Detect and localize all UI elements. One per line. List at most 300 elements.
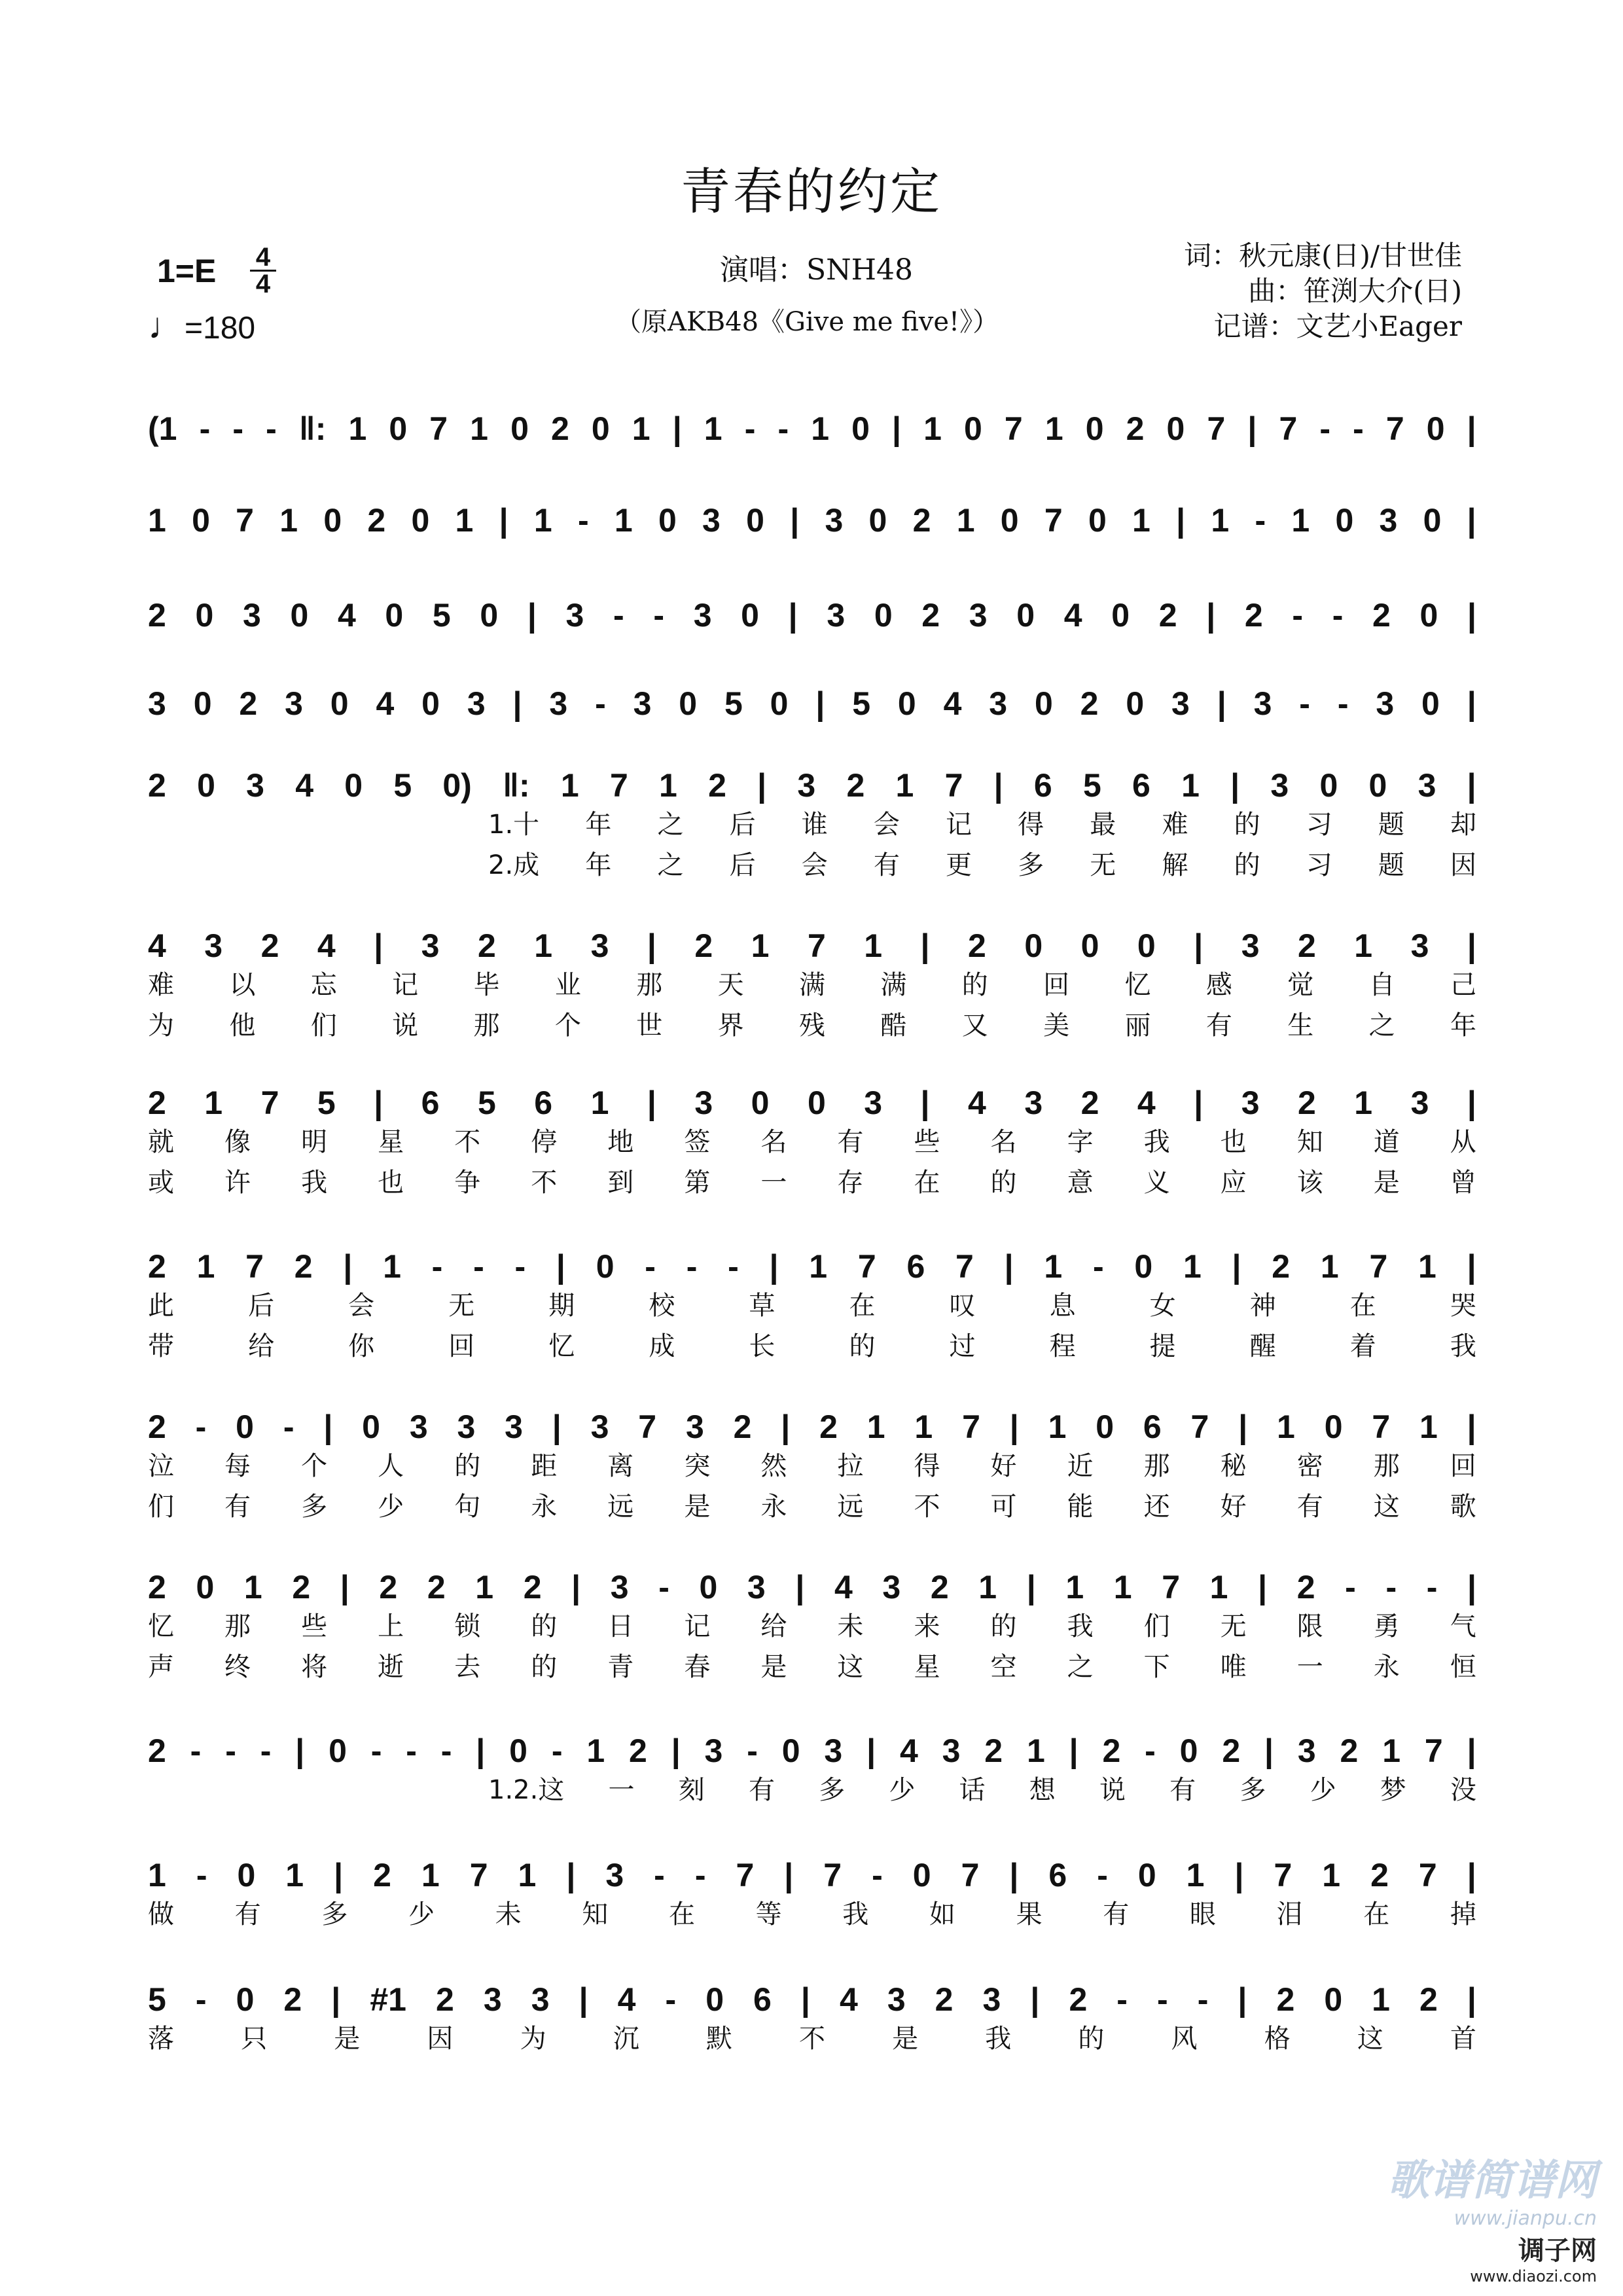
note-token: 3: [824, 1732, 843, 1769]
lyric-syllable: 些: [301, 1611, 328, 1641]
lyric-syllable: 们: [310, 1011, 337, 1041]
key-signature: 1=E: [157, 253, 217, 289]
lyric-line-verse-2: [148, 1005, 1476, 1046]
note-token: 3: [702, 502, 721, 539]
tempo-value: =180: [185, 311, 256, 346]
note-token: 7: [736, 1857, 755, 1893]
note-token: 1: [1113, 1569, 1132, 1605]
note-token: 1: [632, 410, 651, 447]
note-token: -: [728, 1248, 739, 1285]
note-token: -: [1299, 685, 1310, 722]
lyric-line-verse-1: [148, 804, 1476, 845]
note-token: 0: [323, 502, 342, 539]
note-token: 1: [1277, 1408, 1295, 1445]
lyric-syllable: 回: [1043, 970, 1070, 1000]
lyric-syllable: 沉: [613, 2024, 639, 2054]
lyric-syllable: 也: [378, 1168, 404, 1198]
lyric-syllable: 会: [873, 810, 900, 840]
lyric-syllable: 因: [1450, 850, 1476, 880]
note-token: 1: [196, 1248, 215, 1285]
note-token: 3: [1297, 1732, 1316, 1769]
lyric-syllable: 程: [1049, 1331, 1076, 1361]
note-token: 1: [590, 1085, 609, 1121]
note-token: 6: [1143, 1408, 1162, 1445]
lyric-syllable: 说: [392, 1011, 419, 1041]
lyric-syllable: 未: [837, 1611, 864, 1641]
note-token: 1: [470, 410, 488, 447]
note-token: 0: [421, 685, 440, 722]
lyric-syllable: 唯: [1220, 1652, 1247, 1682]
lyric-syllable: 没: [1450, 1775, 1476, 1805]
lyric-syllable: 应: [1220, 1168, 1247, 1198]
lyric-syllable: 争: [454, 1168, 481, 1198]
note-token: 1: [1044, 410, 1063, 447]
lyric-syllable: 天: [717, 970, 744, 1000]
lyric-syllable: 长: [749, 1331, 776, 1361]
note-token: 4: [968, 1085, 986, 1121]
note-token: 0: [741, 597, 759, 634]
score-row: [148, 497, 1476, 539]
note-token: -: [551, 1732, 563, 1769]
lyric-line-verse-1: [148, 1446, 1476, 1486]
barline: |: [499, 502, 508, 539]
barline: |: [647, 1085, 656, 1121]
note-token: (1: [148, 410, 177, 447]
note-token: 3: [204, 927, 223, 964]
lyric-syllable: 回: [1450, 1451, 1476, 1481]
note-token: 3: [610, 1569, 629, 1605]
lyric-syllable: 在: [668, 1899, 695, 1929]
barline: |: [1264, 1732, 1274, 1769]
note-token: 1: [560, 767, 579, 804]
note-token: -: [1255, 502, 1266, 539]
lyric-syllable: 也: [1220, 1127, 1247, 1157]
lyric-syllable: 梦: [1380, 1775, 1406, 1805]
lyric-syllable: 有: [1169, 1775, 1196, 1805]
lyric-syllable: 我: [985, 2024, 1012, 2054]
score-row: [148, 1564, 1476, 1687]
note-token: 7: [807, 927, 826, 964]
lyric-syllable: 果: [1016, 1899, 1043, 1929]
barline: |: [788, 597, 798, 634]
note-token: 3: [685, 1408, 704, 1445]
note-token: 3: [242, 597, 261, 634]
singer-line: 演唱：SNH48: [720, 253, 914, 287]
note-token: 2: [239, 685, 258, 722]
barline: |: [1467, 1732, 1476, 1769]
note-token: 2: [1276, 1981, 1295, 2018]
lyric-syllable: 这: [837, 1652, 864, 1682]
lyric-syllable: 过: [949, 1331, 976, 1361]
note-token: 0: [1426, 410, 1445, 447]
note-token: 2: [260, 927, 279, 964]
composer-credit: 曲：笹渕大介(日): [1248, 275, 1462, 307]
lyric-syllable: 生: [1287, 1011, 1314, 1041]
note-token: 3: [467, 685, 486, 722]
note-token: 3: [246, 767, 264, 804]
lyric-syllable: 2.成: [488, 850, 540, 880]
note-token: 7: [944, 767, 963, 804]
lyric-syllable: 青: [607, 1652, 634, 1682]
lyric-syllable: 逝: [378, 1652, 404, 1682]
note-token: 2: [912, 502, 931, 539]
note-token: 7: [236, 502, 254, 539]
lyric-syllable: 因: [427, 2024, 454, 2054]
note-token: -: [653, 597, 665, 634]
lyric-syllable: 远: [837, 1492, 864, 1522]
lyric-syllable: 这: [1373, 1492, 1400, 1522]
note-token: 0: [1335, 502, 1354, 539]
lyric-syllable: 1.十: [488, 810, 540, 840]
note-token: 7: [1279, 410, 1298, 447]
lyric-syllable: 永: [1373, 1652, 1400, 1682]
note-token: 2: [148, 1085, 166, 1121]
note-token: 2: [292, 1569, 311, 1605]
lyric-syllable: 的: [1234, 850, 1260, 880]
note-token: 4: [617, 1981, 636, 2018]
lyric-syllable: 歌: [1450, 1492, 1476, 1522]
lyric-syllable: 密: [1296, 1451, 1323, 1481]
lyric-syllable: 有: [224, 1492, 251, 1522]
note-token: 0: [699, 1569, 718, 1605]
note-token: 2: [1244, 597, 1263, 634]
note-token: 5: [317, 1085, 336, 1121]
score-row: [148, 1404, 1476, 1527]
note-token: 3: [825, 502, 844, 539]
lyric-syllable: 不: [914, 1492, 940, 1522]
lyric-syllable: 为: [520, 2024, 546, 2054]
notation-line: [148, 1977, 1476, 2018]
note-token: 1: [1026, 1732, 1045, 1769]
lyric-syllable: 声: [148, 1652, 174, 1682]
lyric-syllable: 酷: [880, 1011, 907, 1041]
barline: |: [1467, 410, 1476, 447]
lyric-syllable: 拉: [837, 1451, 864, 1481]
lyric-syllable: 你: [348, 1331, 375, 1361]
lyric-syllable: 想: [1029, 1775, 1056, 1805]
barline: |: [1009, 1408, 1019, 1445]
lyric-syllable: 星: [378, 1127, 404, 1157]
lyric-syllable: 只: [241, 2024, 268, 2054]
note-token: 2: [1296, 1569, 1315, 1605]
score-row: [148, 406, 1476, 448]
barline: |: [374, 1085, 383, 1121]
lyric-syllable: 是: [684, 1492, 711, 1522]
lyric-syllable: 恒: [1450, 1652, 1476, 1682]
note-token: 3: [1241, 1085, 1260, 1121]
note-token: 0: [1126, 685, 1145, 722]
note-token: -: [1197, 1981, 1209, 2018]
note-token: 7: [961, 1857, 980, 1893]
barline: |: [784, 1857, 794, 1893]
note-token: 0: [1368, 767, 1387, 804]
note-token: -: [1345, 1569, 1356, 1605]
lyric-syllable: 字: [1067, 1127, 1094, 1157]
lyric-syllable: 难: [148, 970, 174, 1000]
note-token: 0: [851, 410, 870, 447]
note-token: 1: [534, 927, 553, 964]
lyric-syllable: 我: [1067, 1611, 1094, 1641]
lyric-syllable: 个: [301, 1451, 328, 1481]
note-token: -: [1385, 1569, 1397, 1605]
lyric-syllable: 有: [234, 1899, 261, 1929]
note-token: 1: [895, 767, 914, 804]
lyric-syllable: 的: [454, 1451, 481, 1481]
lyric-syllable: 人: [378, 1451, 404, 1481]
note-token: 0: [781, 1732, 800, 1769]
barline: |: [1232, 1248, 1241, 1285]
note-token: 2: [148, 597, 166, 634]
note-token: 2: [1080, 685, 1099, 722]
lyric-syllable: 记: [684, 1611, 711, 1641]
note-token: -: [595, 685, 606, 722]
lyric-syllable: 曾: [1450, 1168, 1476, 1198]
note-token: 0: [1134, 1248, 1153, 1285]
lyric-syllable: 有: [1205, 1011, 1232, 1041]
lyric-syllable: 那: [1143, 1451, 1170, 1481]
barline: |: [892, 410, 901, 447]
note-token: 6: [421, 1085, 440, 1121]
barline: |: [757, 767, 767, 804]
note-token: -: [260, 1732, 272, 1769]
lyric-syllable: 多: [1018, 850, 1044, 880]
note-token: 3: [693, 597, 712, 634]
barline: |: [671, 1732, 681, 1769]
note-token: 3: [565, 597, 584, 634]
note-token: 1: [1044, 1248, 1063, 1285]
lyric-syllable: 停: [531, 1127, 558, 1157]
lyric-syllable: 或: [148, 1168, 174, 1198]
lyric-syllable: 道: [1373, 1127, 1400, 1157]
note-token: 4: [834, 1569, 853, 1605]
note-token: -: [370, 1732, 382, 1769]
lyric-syllable: 美: [1043, 1011, 1070, 1041]
note-token: 5: [432, 597, 451, 634]
lyric-syllable: 着: [1349, 1331, 1376, 1361]
note-token: 2: [733, 1408, 752, 1445]
lyric-syllable: 以: [229, 970, 256, 1000]
note-token: 0: [385, 597, 404, 634]
note-token: -: [199, 410, 211, 447]
note-token: 3: [409, 1408, 428, 1445]
note-token: 0: [964, 410, 982, 447]
note-token: -: [195, 1981, 207, 2018]
lyric-syllable: 是: [760, 1652, 787, 1682]
lyric-syllable: 一: [1296, 1652, 1323, 1682]
lyric-syllable: 的: [531, 1611, 558, 1641]
note-token: 7: [955, 1248, 974, 1285]
note-token: 2: [819, 1408, 838, 1445]
note-token: 1: [811, 410, 829, 447]
lyric-syllable: 少: [1310, 1775, 1336, 1805]
quarter-note-icon: ♩: [148, 305, 185, 346]
lyric-syllable: 无: [448, 1291, 475, 1321]
lyric-syllable: 毕: [473, 970, 500, 1000]
barline: |: [512, 685, 522, 722]
lyric-syllable: 不: [531, 1168, 558, 1198]
lyric-syllable: 上: [378, 1611, 404, 1641]
barline: |: [993, 767, 1003, 804]
barline: |: [1258, 1569, 1268, 1605]
lyric-syllable: 勇: [1373, 1611, 1400, 1641]
note-token: 4: [1063, 597, 1082, 634]
lyric-syllable: 知: [582, 1899, 609, 1929]
note-token: 0: [330, 685, 349, 722]
time-signature-top: 4: [255, 243, 271, 272]
note-token: 1: [533, 502, 552, 539]
barline: |: [1238, 1981, 1247, 2018]
lyric-syllable: 有: [837, 1127, 864, 1157]
lyric-syllable: 好: [990, 1451, 1017, 1481]
lyric-syllable: 得: [1018, 810, 1044, 840]
lyric-syllable: 如: [929, 1899, 955, 1929]
note-token: 1: [1181, 767, 1200, 804]
note-token: 6: [906, 1248, 925, 1285]
barline: |: [556, 1248, 565, 1285]
note-token: -: [1319, 410, 1330, 447]
lyric-syllable: 记: [946, 810, 972, 840]
note-token: 2: [708, 767, 726, 804]
note-token: -: [577, 502, 589, 539]
lyric-syllable: 名: [760, 1127, 787, 1157]
note-token: -: [431, 1248, 443, 1285]
note-token: 6: [1048, 1857, 1067, 1893]
lyric-line-verse-1: [148, 1894, 1476, 1935]
original-song-line: （原AKB48《Give me five!》）: [615, 307, 999, 337]
lyric-syllable: 的: [1078, 2024, 1105, 2054]
note-token: 1: [659, 767, 677, 804]
lyric-syllable: 的: [961, 970, 988, 1000]
lyric-syllable: 那: [636, 970, 663, 1000]
barline: |: [1194, 1085, 1204, 1121]
note-token: 0: [591, 410, 610, 447]
lyric-syllable: 掉: [1450, 1899, 1476, 1929]
note-token: 2: [427, 1569, 446, 1605]
lyric-syllable: 多: [819, 1775, 846, 1805]
lyric-syllable: 首: [1450, 2024, 1476, 2054]
lyric-syllable: 他: [229, 1011, 256, 1041]
lyric-syllable: 女: [1149, 1291, 1176, 1321]
note-token: 7: [609, 767, 628, 804]
note-token: 0: [236, 1981, 255, 2018]
note-token: 1: [455, 502, 474, 539]
note-token: 7: [429, 410, 448, 447]
note-token: 1: [1209, 1569, 1228, 1605]
lyric-syllable: 的: [849, 1331, 876, 1361]
lyric-syllable: 永: [760, 1492, 787, 1522]
note-token: -: [1092, 1248, 1104, 1285]
note-token: 3: [1410, 1085, 1429, 1121]
lyric-syllable: 们: [148, 1492, 174, 1522]
note-token: 7: [1369, 1248, 1388, 1285]
lyric-syllable: 却: [1450, 810, 1476, 840]
lyric-syllable: 的: [531, 1652, 558, 1682]
barline: |: [323, 1408, 333, 1445]
lyric-syllable: 有: [1296, 1492, 1323, 1522]
notation-line: [148, 1080, 1476, 1122]
lyric-syllable: 期: [548, 1291, 575, 1321]
note-token: 0: [1137, 927, 1156, 964]
note-token: 7: [857, 1248, 876, 1285]
note-token: 0: [480, 597, 499, 634]
note-token: 7: [1190, 1408, 1209, 1445]
lyric-syllable: 将: [301, 1652, 328, 1682]
note-token: 1: [914, 1408, 933, 1445]
note-token: 3: [887, 1981, 906, 2018]
note-token: 1: [243, 1569, 262, 1605]
lyric-syllable: 我: [1450, 1331, 1476, 1361]
note-token: -: [645, 1248, 656, 1285]
lyric-syllable: 息: [1049, 1291, 1076, 1321]
lyric-syllable: 多: [301, 1492, 328, 1522]
lyric-syllable: 题: [1378, 810, 1404, 840]
note-token: 7: [1418, 1857, 1437, 1893]
lyric-syllable: 可: [990, 1492, 1017, 1522]
barline: |: [800, 1981, 810, 2018]
note-token: 2: [629, 1732, 647, 1769]
lyric-syllable: 名: [990, 1127, 1017, 1157]
barline: |: [1467, 927, 1476, 964]
note-token: 0: [389, 410, 408, 447]
lyric-syllable: 存: [837, 1168, 864, 1198]
note-token: 2: [846, 767, 865, 804]
lyric-syllable: 的: [990, 1168, 1017, 1198]
note-token: 0: [197, 767, 215, 804]
note-token: 2: [1419, 1981, 1438, 2018]
score-row: [148, 1977, 1476, 2059]
barline: |: [920, 927, 930, 964]
note-token: 6: [1132, 767, 1150, 804]
barline: |: [1238, 1408, 1248, 1445]
barline: |: [1467, 1248, 1476, 1285]
lyric-syllable: 在: [914, 1168, 940, 1198]
note-token: 3: [1376, 685, 1395, 722]
note-token: 4: [1137, 1085, 1156, 1121]
note-token: 3: [969, 597, 988, 634]
note-token: -: [1332, 597, 1344, 634]
lyric-syllable: 就: [148, 1127, 174, 1157]
note-token: 0: [868, 502, 887, 539]
barline: |: [1247, 410, 1257, 447]
note-token: 3: [747, 1569, 766, 1605]
note-token: 3: [827, 597, 846, 634]
score-row: [148, 681, 1476, 723]
note-token: 3: [1418, 767, 1436, 804]
barline: |: [1194, 927, 1204, 964]
note-token: 3: [421, 927, 440, 964]
note-token: 2: [1297, 1085, 1316, 1121]
lyric-syllable: 忆: [148, 1611, 174, 1641]
song-title: 青春的约定: [681, 162, 942, 221]
note-token: 3: [590, 1408, 609, 1445]
lyric-syllable: 之: [657, 850, 684, 880]
note-token: 7: [823, 1857, 842, 1893]
note-token: 4: [295, 767, 313, 804]
lyric-syllable: 明: [301, 1127, 328, 1157]
score-row: [148, 762, 1476, 886]
note-token: 7: [1424, 1732, 1443, 1769]
lyric-syllable: 刻: [678, 1775, 705, 1805]
lyric-syllable: 觉: [1287, 970, 1314, 1000]
score-row: [148, 923, 1476, 1046]
barline: |: [1467, 502, 1476, 539]
barline: |: [1069, 1732, 1079, 1769]
note-token: 0: [1088, 502, 1107, 539]
note-token: 2: [1370, 1857, 1389, 1893]
note-token: 3: [531, 1981, 550, 2018]
note-token: 2: [1340, 1732, 1359, 1769]
lyric-line-verse-1: [148, 1285, 1476, 1326]
